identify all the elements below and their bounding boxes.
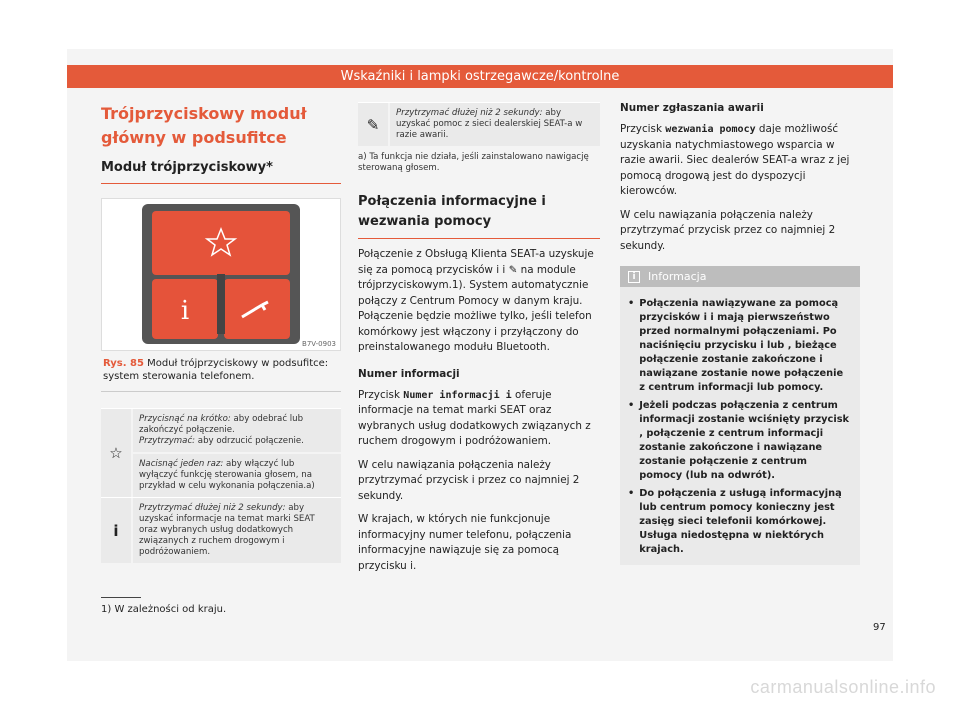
paragraph: Przycisk Numer informacji i oferuje informacje na temat marki SEAT oraz wybranych usług dodatkowych związanych z ruchem drogowym i podróżowaniem. [358, 388, 591, 447]
info-list [620, 287, 860, 565]
table-row [101, 497, 341, 563]
info-icon: i [628, 271, 640, 283]
column-middle [358, 102, 600, 574]
paragraph: W celu nawiązania połączenia należy przytrzymać przycisk i przez co najmniej 2 sekundy. [358, 458, 580, 502]
info-box [620, 266, 860, 565]
table-cell: Przytrzymać dłużej niż 2 sekundy: aby uzyskać informacje na temat marki SEAT oraz wybranych usług dodatkowych związanych z ruchem drogowym i podróżowaniem. [133, 498, 341, 563]
info-box-header [620, 266, 860, 287]
section-subtitle: Moduł trójprzyciskowy* [101, 160, 341, 184]
chapter-header: Wskaźniki i lampki ostrzegawcze/kontrolne [67, 65, 893, 88]
figure-caption [101, 351, 341, 392]
info-icon: i [101, 498, 131, 563]
section-title: Trójprzyciskowy moduł główny w podsufitce [101, 104, 307, 147]
paragraph: W celu nawiązania połączenia należy przytrzymać przycisk przez co najmniej 2 sekundy. [620, 208, 836, 252]
subheading: Numer informacji [358, 367, 460, 380]
paragraph: W krajach, w których nie funkcjonuje informacyjny numer telefonu, połączenia informacyjne nawiązuje się za pomocą przycisku i. [358, 513, 572, 572]
section-heading: Połączenia informacyjne i wezwania pomocy [358, 192, 600, 239]
star-icon: ☆ [101, 409, 131, 497]
caption-text: Moduł trójprzyciskowy w podsufitce: system sterowania telefonem. [103, 358, 329, 382]
table-row [101, 408, 341, 497]
module-figure [101, 198, 341, 351]
table-row [358, 102, 600, 146]
table-cell: Nacisnąć jeden raz: aby włączyć lub wyłączyć funkcję sterowania głosem, na przykład w celu wykonania połączenia.a) [133, 454, 341, 497]
paragraph: Połączenie z Obsługą Klienta SEAT-a uzyskuje się za pomocą przycisków i i ✎ na module trójprzyciskowym.1). System automatycznie połączy z Centrum Pomocy w danym kraju. Połączenie będzie możliwe tylko, jeśli telefon komórkowy jest włączony i przyłączony do preinstalowanego modułu Bluetooth. [358, 248, 594, 353]
list-item: • Połączenia nawiązywane za pomocą przycisków i i mają pierwszeństwo przed normalnymi połączeniami. Po naciśnięciu przycisku i lub , bieżące połączenie zostanie zakończone i nawiązane zostanie nowe połączenie z centrum informacji lub pomocy. [628, 298, 844, 393]
list-item: • Jeżeli podczas połączenia z centrum informacji zostanie wciśnięty przycisk , połączenie z centrum informacji zostanie zakończone i nawiązane zostanie połączenie z centrum pomocy (lub na odwrót). [628, 400, 850, 481]
info-box-title: Informacja [648, 270, 707, 283]
column-right [620, 102, 860, 565]
table-note: a) Ta funkcja nie działa, jeśli zainstalowano nawigację sterowaną głosem. [358, 152, 589, 173]
page-number: 97 [873, 622, 886, 633]
module-illustration [102, 199, 340, 350]
footnote-divider [101, 597, 141, 598]
table-cell: Przycisnąć na krótko: aby odebrać lub zakończyć połączenie. Przytrzymać: aby odrzucić połączenie. [133, 409, 341, 452]
caption-label: Rys. 85 [103, 358, 144, 369]
button-table [101, 408, 341, 563]
watermark: carmanualsonline.info [750, 677, 936, 697]
table-cell: Przytrzymać dłużej niż 2 sekundy: aby uzyskać pomoc z sieci dealerskiej SEAT-a w razie awarii. [390, 103, 600, 146]
figure-code: B7V-0903 [302, 340, 336, 348]
list-item: • Do połączenia z usługą informacyjną lub centrum pomocy konieczny jest zasięg sieci telefonii komórkowej. Usługa niedostępna w niektórych krajach. [628, 488, 842, 555]
paragraph: Przycisk wezwania pomocy daje możliwość uzyskania natychmiastowego wsparcia w razie awarii. Siec dealerów SEAT-a wraz z jej pomocą drogową jest do dyspozycji kierowców. [620, 123, 850, 197]
info-icon: i [180, 296, 190, 326]
subheading: Numer zgłaszania awarii [620, 102, 764, 114]
column-left [101, 102, 341, 563]
wrench-icon: ✎ [358, 103, 388, 146]
footnote: 1) W zależności od kraju. [101, 604, 227, 615]
